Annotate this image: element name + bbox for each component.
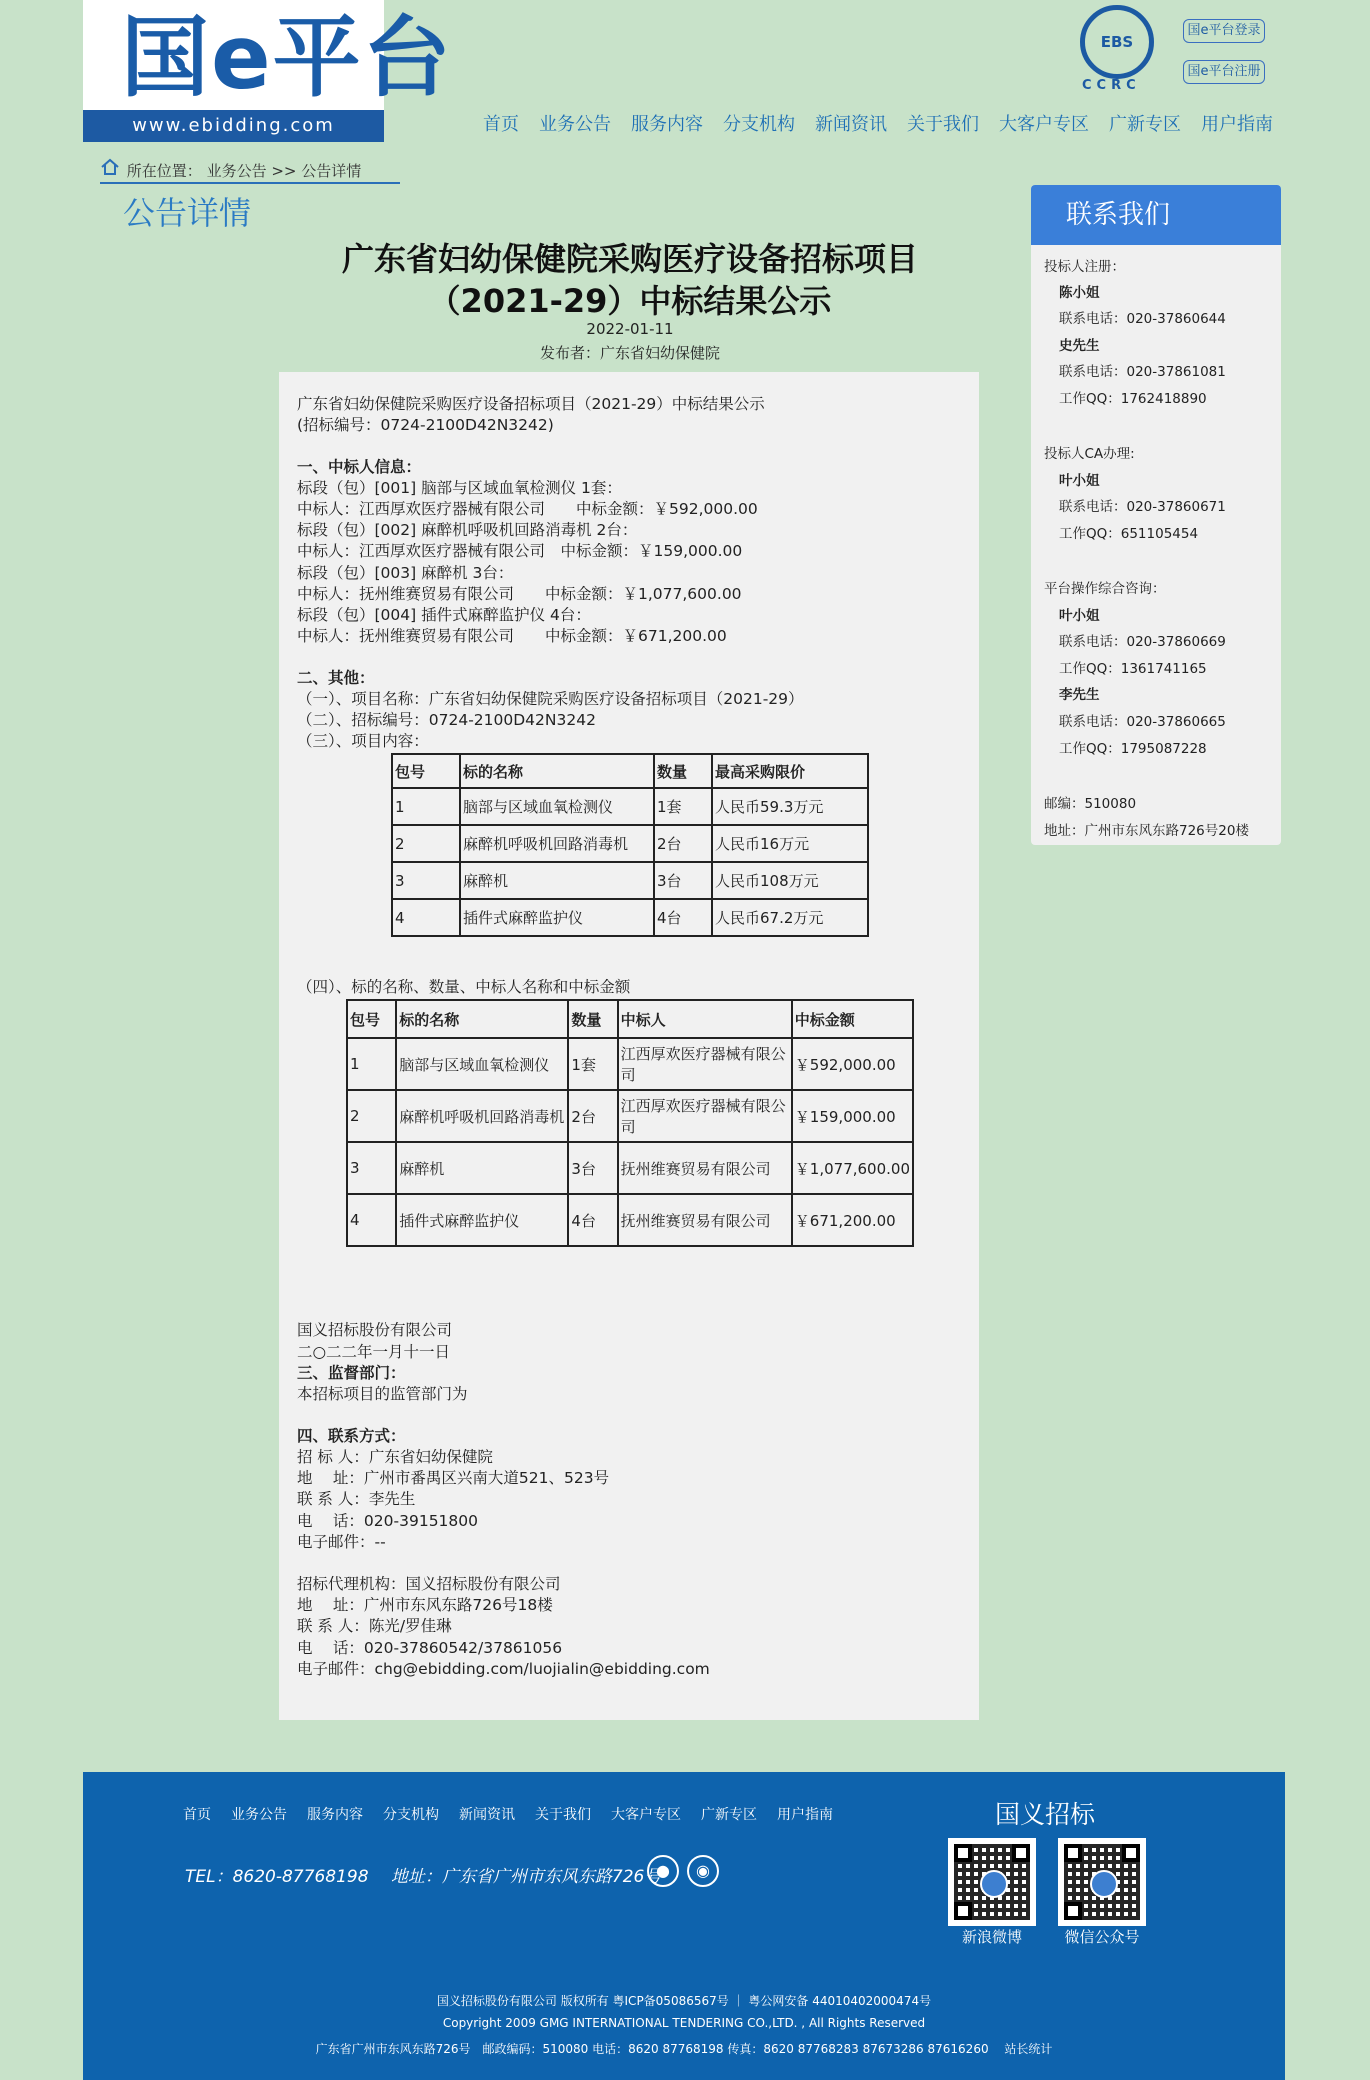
body-line: 标段（包）[001] 脑部与区域血氧检测仪 1套：: [297, 479, 622, 497]
logo-text: 国e平台: [121, 6, 453, 109]
contact-address: 地址：广州市东风东路726号20楼: [1044, 823, 1249, 839]
table-row: 1 脑部与区域血氧检测仪 1套 人民币59.3万元: [392, 788, 868, 825]
contact-qq: 工作QQ：651105454: [1059, 526, 1199, 542]
sidebar-group-label: 平台操作综合咨询：: [1044, 581, 1166, 597]
section-heading: 三、监督部门：: [297, 1364, 406, 1382]
nav-announcements[interactable]: 业务公告: [539, 114, 611, 135]
ccrc-label: CCRC: [1082, 78, 1141, 93]
contact-name: 史先生: [1059, 338, 1100, 354]
award-table: [346, 999, 914, 1247]
project-content-table: [391, 753, 869, 937]
wechat-icon[interactable]: ●: [647, 1855, 679, 1887]
section-heading: 二、其他：: [297, 669, 375, 687]
contact-name: 叶小姐: [1059, 473, 1100, 489]
footer-nav-guangxin[interactable]: 广新专区: [701, 1807, 757, 1823]
weibo-icon[interactable]: ◉: [687, 1855, 719, 1887]
table-header-row: 包号 标的名称 数量 中标人 中标金额: [347, 1000, 913, 1038]
ebs-badge: EBS: [1080, 5, 1154, 79]
table-row: 4 插件式麻醉监护仪 4台 人民币67.2万元: [392, 899, 868, 936]
sidebar-group-label: 投标人CA办理:: [1044, 446, 1135, 462]
nav-home[interactable]: 首页: [483, 114, 519, 135]
article-title: 广东省妇幼保健院采购医疗设备招标项目 （2021-29）中标结果公示: [341, 240, 918, 320]
footer-nav-home[interactable]: 首页: [183, 1807, 211, 1823]
body-line: 电子邮件：--: [297, 1533, 386, 1551]
section-heading: 一、中标人信息：: [297, 458, 422, 476]
contact-name: 叶小姐: [1059, 608, 1100, 624]
site-logo[interactable]: [83, 0, 453, 142]
footer-nav-services[interactable]: 服务内容: [307, 1807, 363, 1823]
table-row: 3 麻醉机 3台 抚州维赛贸易有限公司 ￥1,077,600.00: [347, 1142, 913, 1194]
nav-key-accounts[interactable]: 大客户专区: [999, 114, 1089, 135]
body-line: 中标人：江西厚欢医疗器械有限公司 中标金额：￥592,000.00: [297, 500, 758, 518]
contact-qq: 工作QQ：1361741165: [1059, 661, 1207, 677]
contact-name: 陈小姐: [1059, 285, 1100, 301]
main-nav: [483, 110, 1273, 140]
contact-phone: 联系电话：020-37860671: [1059, 499, 1226, 515]
body-line: 标段（包）[004] 插件式麻醉监护仪 4台：: [297, 606, 591, 624]
body-line: 标段（包）[003] 麻醉机 3台：: [297, 564, 514, 582]
footer-nav-news[interactable]: 新闻资讯: [459, 1807, 515, 1823]
wechat-qr-code: [1058, 1838, 1146, 1926]
nav-branches[interactable]: 分支机构: [723, 114, 795, 135]
contact-qq: 工作QQ：1795087228: [1059, 741, 1207, 757]
section-heading: 四、联系方式：: [297, 1427, 406, 1445]
weibo-qr-label: 新浪微博: [961, 1928, 1022, 1946]
body-line: 中标人：抚州维赛贸易有限公司 中标金额：￥671,200.00: [297, 627, 727, 645]
body-line: 电子邮件：chg@ebidding.com/luojialin@ebidding.com: [297, 1660, 710, 1678]
body-line: （一）、项目名称：广东省妇幼保健院采购医疗设备招标项目（2021-29）: [297, 690, 804, 708]
nav-about[interactable]: 关于我们: [907, 114, 979, 135]
breadcrumb-prefix: 所在位置：: [126, 162, 202, 180]
sidebar-group-label: 投标人注册：: [1044, 259, 1125, 275]
contact-phone: 联系电话：020-37860669: [1059, 634, 1226, 650]
body-line: （三）、项目内容：: [297, 732, 429, 750]
table-row: 2 麻醉机呼吸机回路消毒机 2台 江西厚欢医疗器械有限公司 ￥159,000.00: [347, 1090, 913, 1142]
body-line: 联 系 人：陈光/罗佳琳: [297, 1617, 452, 1635]
body-line: 中标人：江西厚欢医疗器械有限公司 中标金额：￥159,000.00: [297, 542, 743, 560]
table-row: 1 脑部与区域血氧检测仪 1套 江西厚欢医疗器械有限公司 ￥592,000.00: [347, 1038, 913, 1090]
body-line: 招 标 人：广东省妇幼保健院: [297, 1448, 493, 1466]
body-line: 标段（包）[002] 麻醉机呼吸机回路消毒机 2台：: [297, 521, 638, 539]
logo-url: www.ebidding.com: [83, 110, 384, 142]
footer-copyright-en: Copyright 2009 GMG INTERNATIONAL TENDERING CO.,LTD. , All Rights Reserved: [442, 2016, 926, 2030]
nav-services[interactable]: 服务内容: [631, 114, 703, 135]
body-line: 招标代理机构：国义招标股份有限公司: [297, 1575, 561, 1593]
body-line: 广东省妇幼保健院采购医疗设备招标项目（2021-29）中标结果公示: [297, 395, 765, 413]
wechat-qr-label: 微信公众号: [1064, 1928, 1140, 1946]
body-line: 电 话：020-39151800: [297, 1512, 478, 1530]
contact-qq: 工作QQ：1762418890: [1059, 391, 1207, 407]
body-line: （二）、招标编号：0724-2100D42N3242: [297, 711, 596, 729]
contact-phone: 联系电话：020-37860644: [1059, 311, 1226, 327]
footer-nav: [183, 1804, 833, 1824]
contact-name: 李先生: [1059, 687, 1100, 703]
breadcrumb: [100, 158, 400, 184]
footer-brand: 国义招标: [995, 1800, 1096, 1829]
nav-user-guide[interactable]: 用户指南: [1201, 114, 1273, 135]
table-row: 3 麻醉机 3台 人民币108万元: [392, 862, 868, 899]
sidebar-title: 联系我们: [1031, 185, 1281, 245]
body-line: 国义招标股份有限公司: [297, 1321, 453, 1339]
nav-guangxin[interactable]: 广新专区: [1109, 114, 1181, 135]
footer-copyright: 国义招标股份有限公司 版权所有 粤ICP备05086567号 ｜ 粤公网安备 44010402000474号: [436, 1994, 932, 2008]
section-title: 公告详情: [123, 194, 252, 232]
body-line: (招标编号：0724-2100D42N3242): [297, 416, 554, 434]
table-header-row: 包号 标的名称 数量 最高采购限价: [392, 754, 868, 788]
register-link[interactable]: 国e平台注册: [1183, 60, 1265, 84]
weibo-qr-code: [948, 1838, 1036, 1926]
article-publisher: 发布者：广东省妇幼保健院: [539, 344, 720, 362]
login-link[interactable]: 国e平台登录: [1183, 19, 1265, 43]
footer-nav-about[interactable]: 关于我们: [535, 1807, 591, 1823]
contact-zip: 邮编：510080: [1044, 796, 1137, 812]
contact-phone: 联系电话：020-37860665: [1059, 714, 1226, 730]
home-icon[interactable]: [100, 158, 122, 180]
body-line: 本招标项目的监管部门为: [297, 1385, 468, 1403]
footer-nav-user-guide[interactable]: 用户指南: [777, 1807, 833, 1823]
footer-nav-announcements[interactable]: 业务公告: [231, 1807, 287, 1823]
body-line: 电 话：020-37860542/37861056: [297, 1639, 563, 1657]
breadcrumb-path[interactable]: 业务公告 >> 公告详情: [206, 162, 362, 180]
nav-news[interactable]: 新闻资讯: [815, 114, 887, 135]
footer-nav-key-accounts[interactable]: 大客户专区: [611, 1807, 681, 1823]
footer-contact: 广东省广州市东风东路726号 邮政编码：510080 电话：8620 87768198 传真：8620 87768283 87673286 87616260 站长统计: [315, 2042, 1053, 2056]
body-line: 地 址：广州市番禺区兴南大道521、523号: [297, 1469, 610, 1487]
table-row: 2 麻醉机呼吸机回路消毒机 2台 人民币16万元: [392, 825, 868, 862]
body-line: 地 址：广州市东风东路726号18楼: [297, 1596, 553, 1614]
footer-nav-branches[interactable]: 分支机构: [383, 1807, 439, 1823]
body-line: 中标人：抚州维赛贸易有限公司 中标金额：￥1,077,600.00: [297, 585, 742, 603]
body-line: 二○二二年一月十一日: [297, 1343, 451, 1361]
body-line: 联 系 人：李先生: [297, 1490, 416, 1508]
table-row: 4 插件式麻醉监护仪 4台 抚州维赛贸易有限公司 ￥671,200.00: [347, 1194, 913, 1246]
footer-tel-address: TEL：8620-87768198 地址：广东省广州市东风东路726号: [185, 1867, 662, 1887]
contact-phone: 联系电话：020-37861081: [1059, 364, 1226, 380]
body-line: （四）、标的名称、数量、中标人名称和中标金额: [297, 978, 631, 996]
article-date: 2022-01-11: [586, 320, 674, 338]
